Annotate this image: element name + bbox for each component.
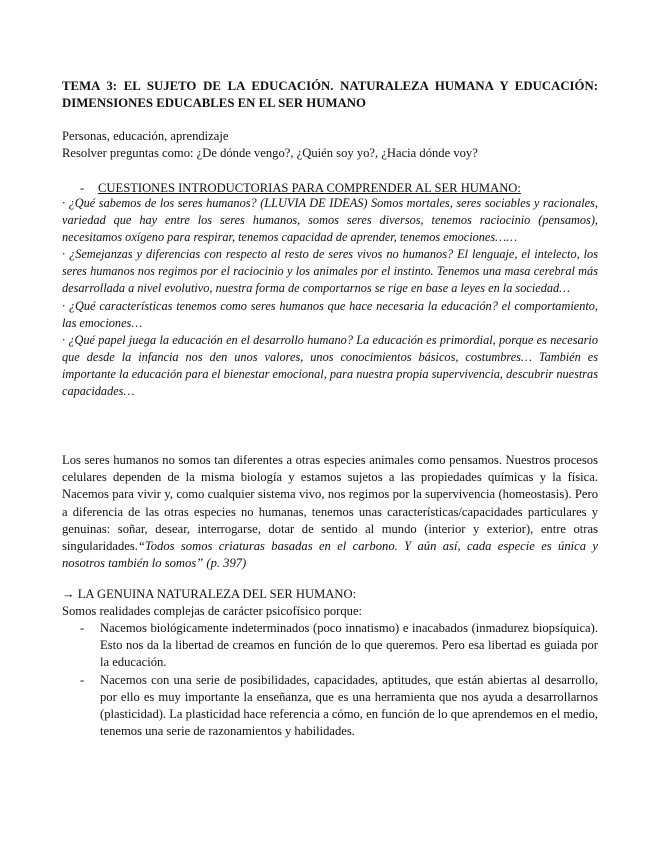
nature-bullet-list (62, 620, 598, 740)
question-item: · ¿Qué características tenemos como seres humanos que hace necesaria la educación? el comportamiento, las emociones… (62, 298, 598, 330)
paragraph-main-text: Los seres humanos no somos tan diferentes a otras especies animales como pensamos. Nuestros procesos celulares dependen de la misma biología y estamos sujetos a las propiedades químicas y la física. Nacemos para vivir y, como cualquier sistema vivo, nos regimos por la supervivencia (homeostasis). Pero a diferencia de las otras especies no humanas, tenemos unas características/capacidades particulares y genuinas: soñar, desear, interrogarse, dotar de sentido al mundo (interior y exterior), entre otras singularidades. (62, 453, 598, 554)
bullet-dash: - (80, 672, 85, 687)
question-item: · ¿Qué sabemos de los seres humanos? (LLUVIA DE IDEAS) Somos mortales, seres sociables y racionales, variedad que hay entre los seres humanos, somos seres diversos, tenemos raciocinio (pensamos), necesitamos oxígeno para respirar, tenemos capacidad de aprender, tenemos emociones…… (62, 196, 598, 245)
intro-line-topics: Personas, educación, aprendizaje (62, 129, 229, 143)
section-dash: - (80, 181, 85, 195)
document-title: TEMA 3: EL SUJETO DE LA EDUCACIÓN. NATURALEZA HUMANA Y EDUCACIÓN: DIMENSIONES EDUCABLES EN EL SER HUMANO (62, 79, 598, 110)
section-heading-text: CUESTIONES INTRODUCTORIAS PARA COMPRENDER AL SER HUMANO: (98, 181, 521, 195)
bullet-text: Nacemos con una serie de posibilidades, capacidades, aptitudes, que están abiertas al desarrollo, por ello es muy importante la enseñanza, que es una herramienta que nos ayuda a desarrollarnos (plasticidad). La plasticidad hace referencia a cómo, en función de lo que aprendemos en el medio, tenemos una serie de razonamientos y habilidades. (100, 672, 598, 739)
list-item (62, 672, 598, 741)
body-paragraph-text (62, 452, 598, 572)
intro-block (62, 128, 598, 162)
question-item: · ¿Semejanzas y diferencias con respecto al resto de seres vivos no humanos? El lenguaje, el intelecto, los seres humanos nos regimos por el raciocinio y los animales por el instinto. Tenemos una masa cerebral más desarrollada a nivel evolutivo, nuestra forma de comportarnos se rige en base a leyes en la sociedad… (62, 247, 598, 296)
bullet-text: Nacemos biológicamente indeterminados (poco innatismo) e inacabados (inmadurez biopsíquica). Esto nos da la libertad de creamos en función de lo que queremos. Pero esa libertad es guiada por la educación. (100, 621, 598, 670)
nature-subheading: Somos realidades complejas de carácter psicofísico porque: (62, 604, 363, 618)
body-paragraph (62, 452, 598, 572)
list-item (62, 620, 598, 672)
intro-line-questions: Resolver preguntas como: ¿De dónde vengo?, ¿Quién soy yo?, ¿Hacia dónde voy? (62, 146, 478, 161)
bullet-dash: - (80, 621, 85, 635)
nature-heading: → LA GENUINA NATURALEZA DEL SER HUMANO: (62, 587, 357, 601)
questions-block (62, 195, 598, 400)
paragraph-quote: “Todos somos criaturas basadas en el carbono. Y aún así, cada especie es única y nosotros también lo somos” (p. 397) (62, 539, 598, 571)
question-item: · ¿Qué papel juega la educación en el desarrollo humano? La educación es primordial, porque es necesario que desde la infancia nos den unos valores, unos conocimientos básicos, costumbres… También es importante la educación para el bienestar emocional, para nuestra propia supervivencia, descubrir nuestras capacidades… (62, 332, 598, 399)
